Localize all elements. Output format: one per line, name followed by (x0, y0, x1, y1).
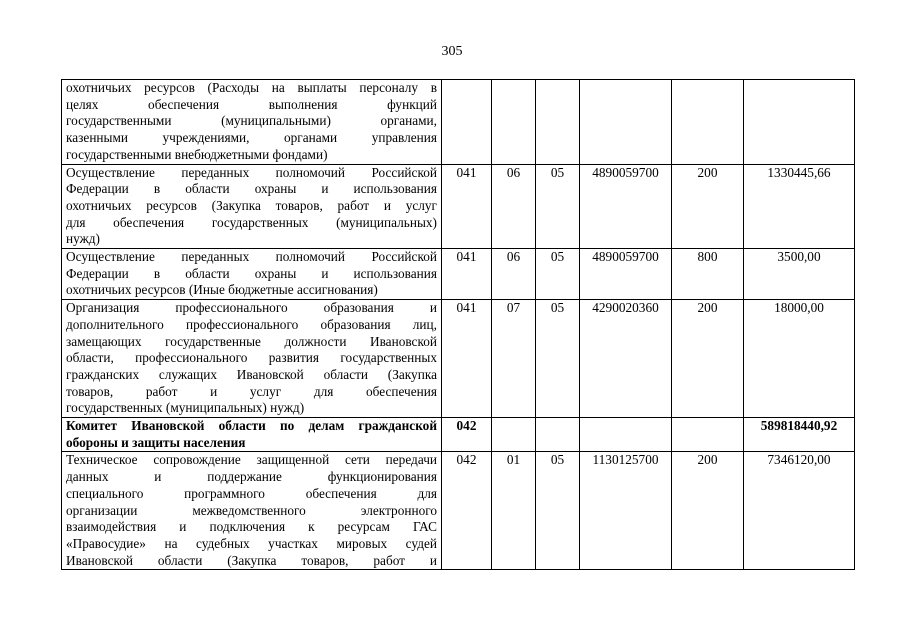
amount-cell: 1330445,66 (744, 164, 855, 249)
expense-type-cell: 200 (672, 452, 744, 570)
expense-type-cell: 800 (672, 249, 744, 300)
target-article-cell (580, 418, 672, 452)
section-code-cell: 01 (492, 452, 536, 570)
description-line: Ивановской области (Закупка товаров, работ и (66, 552, 437, 568)
description-line: для обеспечения государственных (муниципальных) (66, 214, 437, 230)
page-number: 305 (441, 44, 463, 59)
dept-code-cell: 042 (442, 418, 492, 452)
section-code-cell: 07 (492, 300, 536, 418)
row-description (62, 300, 442, 418)
subsection-code-cell: 05 (536, 249, 580, 300)
description-line: охотничьих ресурсов (Закупка товаров, работ и услуг (66, 197, 437, 213)
table-row (62, 249, 855, 300)
subsection-code-cell: 05 (536, 300, 580, 418)
target-article-cell: 1130125700 (580, 452, 672, 570)
description-line: государственных (муниципальных) нужд) (66, 400, 305, 416)
section-code-cell: 06 (492, 249, 536, 300)
row-description (62, 418, 442, 452)
dept-code-cell: 041 (442, 300, 492, 418)
table-row (62, 418, 855, 452)
subsection-code-cell (536, 418, 580, 452)
description-line: Осуществление переданных полномочий Российской (66, 164, 437, 180)
section-code-cell: 06 (492, 164, 536, 249)
description-line: организации межведомственного электронного (66, 502, 437, 518)
description-line: специального программного обеспечения для (66, 485, 437, 501)
dept-code-cell: 041 (442, 249, 492, 300)
description-line: обороны и защиты населения (66, 434, 246, 450)
section-code-cell (492, 418, 536, 452)
description-line: области, профессионального развития государственных (66, 350, 437, 366)
description-line: Федерации в области охраны и использования (66, 181, 437, 197)
amount-cell: 18000,00 (744, 300, 855, 418)
description-line: гражданских служащих Ивановской области (Закупка (66, 366, 437, 382)
description-line: целях обеспечения выполнения функций (66, 96, 437, 112)
target-article-cell: 4890059700 (580, 249, 672, 300)
description-line: государственными внебюджетными фондами) (66, 146, 328, 162)
row-description (62, 80, 442, 165)
description-line: Организация профессионального образования и (66, 300, 437, 316)
description-line: Техническое сопровождение защищенной сети передачи (66, 452, 437, 468)
subsection-code-cell: 05 (536, 164, 580, 249)
description-line: охотничьих ресурсов (Иные бюджетные ассигнования) (66, 282, 378, 298)
description-line: Осуществление переданных полномочий Российской (66, 249, 437, 265)
description-line: «Правосудие» на судебных участках мировых судей (66, 535, 437, 551)
description-line: Федерации в области охраны и использования (66, 265, 437, 281)
description-line: нужд) (66, 231, 100, 247)
row-description (62, 249, 442, 300)
amount-cell: 589818440,92 (744, 418, 855, 452)
table-row (62, 164, 855, 249)
description-line: взаимодействия и подключения к ресурсам ГАС (66, 519, 437, 535)
expense-type-cell (672, 80, 744, 165)
expense-type-cell: 200 (672, 300, 744, 418)
amount-cell: 3500,00 (744, 249, 855, 300)
target-article-cell (580, 80, 672, 165)
dept-code-cell: 042 (442, 452, 492, 570)
table-row (62, 452, 855, 570)
dept-code-cell (442, 80, 492, 165)
description-line: замещающих государственные должности Ивановской (66, 333, 437, 349)
description-line: дополнительного профессионального образования лиц, (66, 316, 437, 332)
row-description (62, 452, 442, 570)
dept-code-cell: 041 (442, 164, 492, 249)
amount-cell: 7346120,00 (744, 452, 855, 570)
expense-type-cell: 200 (672, 164, 744, 249)
subsection-code-cell (536, 80, 580, 165)
section-code-cell (492, 80, 536, 165)
row-description (62, 164, 442, 249)
description-line: товаров, работ и услуг для обеспечения (66, 383, 437, 399)
description-line: Комитет Ивановской области по делам гражданской (66, 418, 437, 434)
table-row (62, 300, 855, 418)
table-row (62, 80, 855, 165)
budget-table (61, 79, 855, 570)
table-body (62, 80, 855, 570)
expense-type-cell (672, 418, 744, 452)
description-line: охотничьих ресурсов (Расходы на выплаты персоналу в (66, 80, 437, 95)
description-line: государственными (муниципальными) органами, (66, 113, 437, 129)
target-article-cell: 4290020360 (580, 300, 672, 418)
description-line: казенными учреждениями, органами управления (66, 130, 437, 146)
subsection-code-cell: 05 (536, 452, 580, 570)
amount-cell (744, 80, 855, 165)
description-line: данных и поддержание функционирования (66, 469, 437, 485)
target-article-cell: 4890059700 (580, 164, 672, 249)
